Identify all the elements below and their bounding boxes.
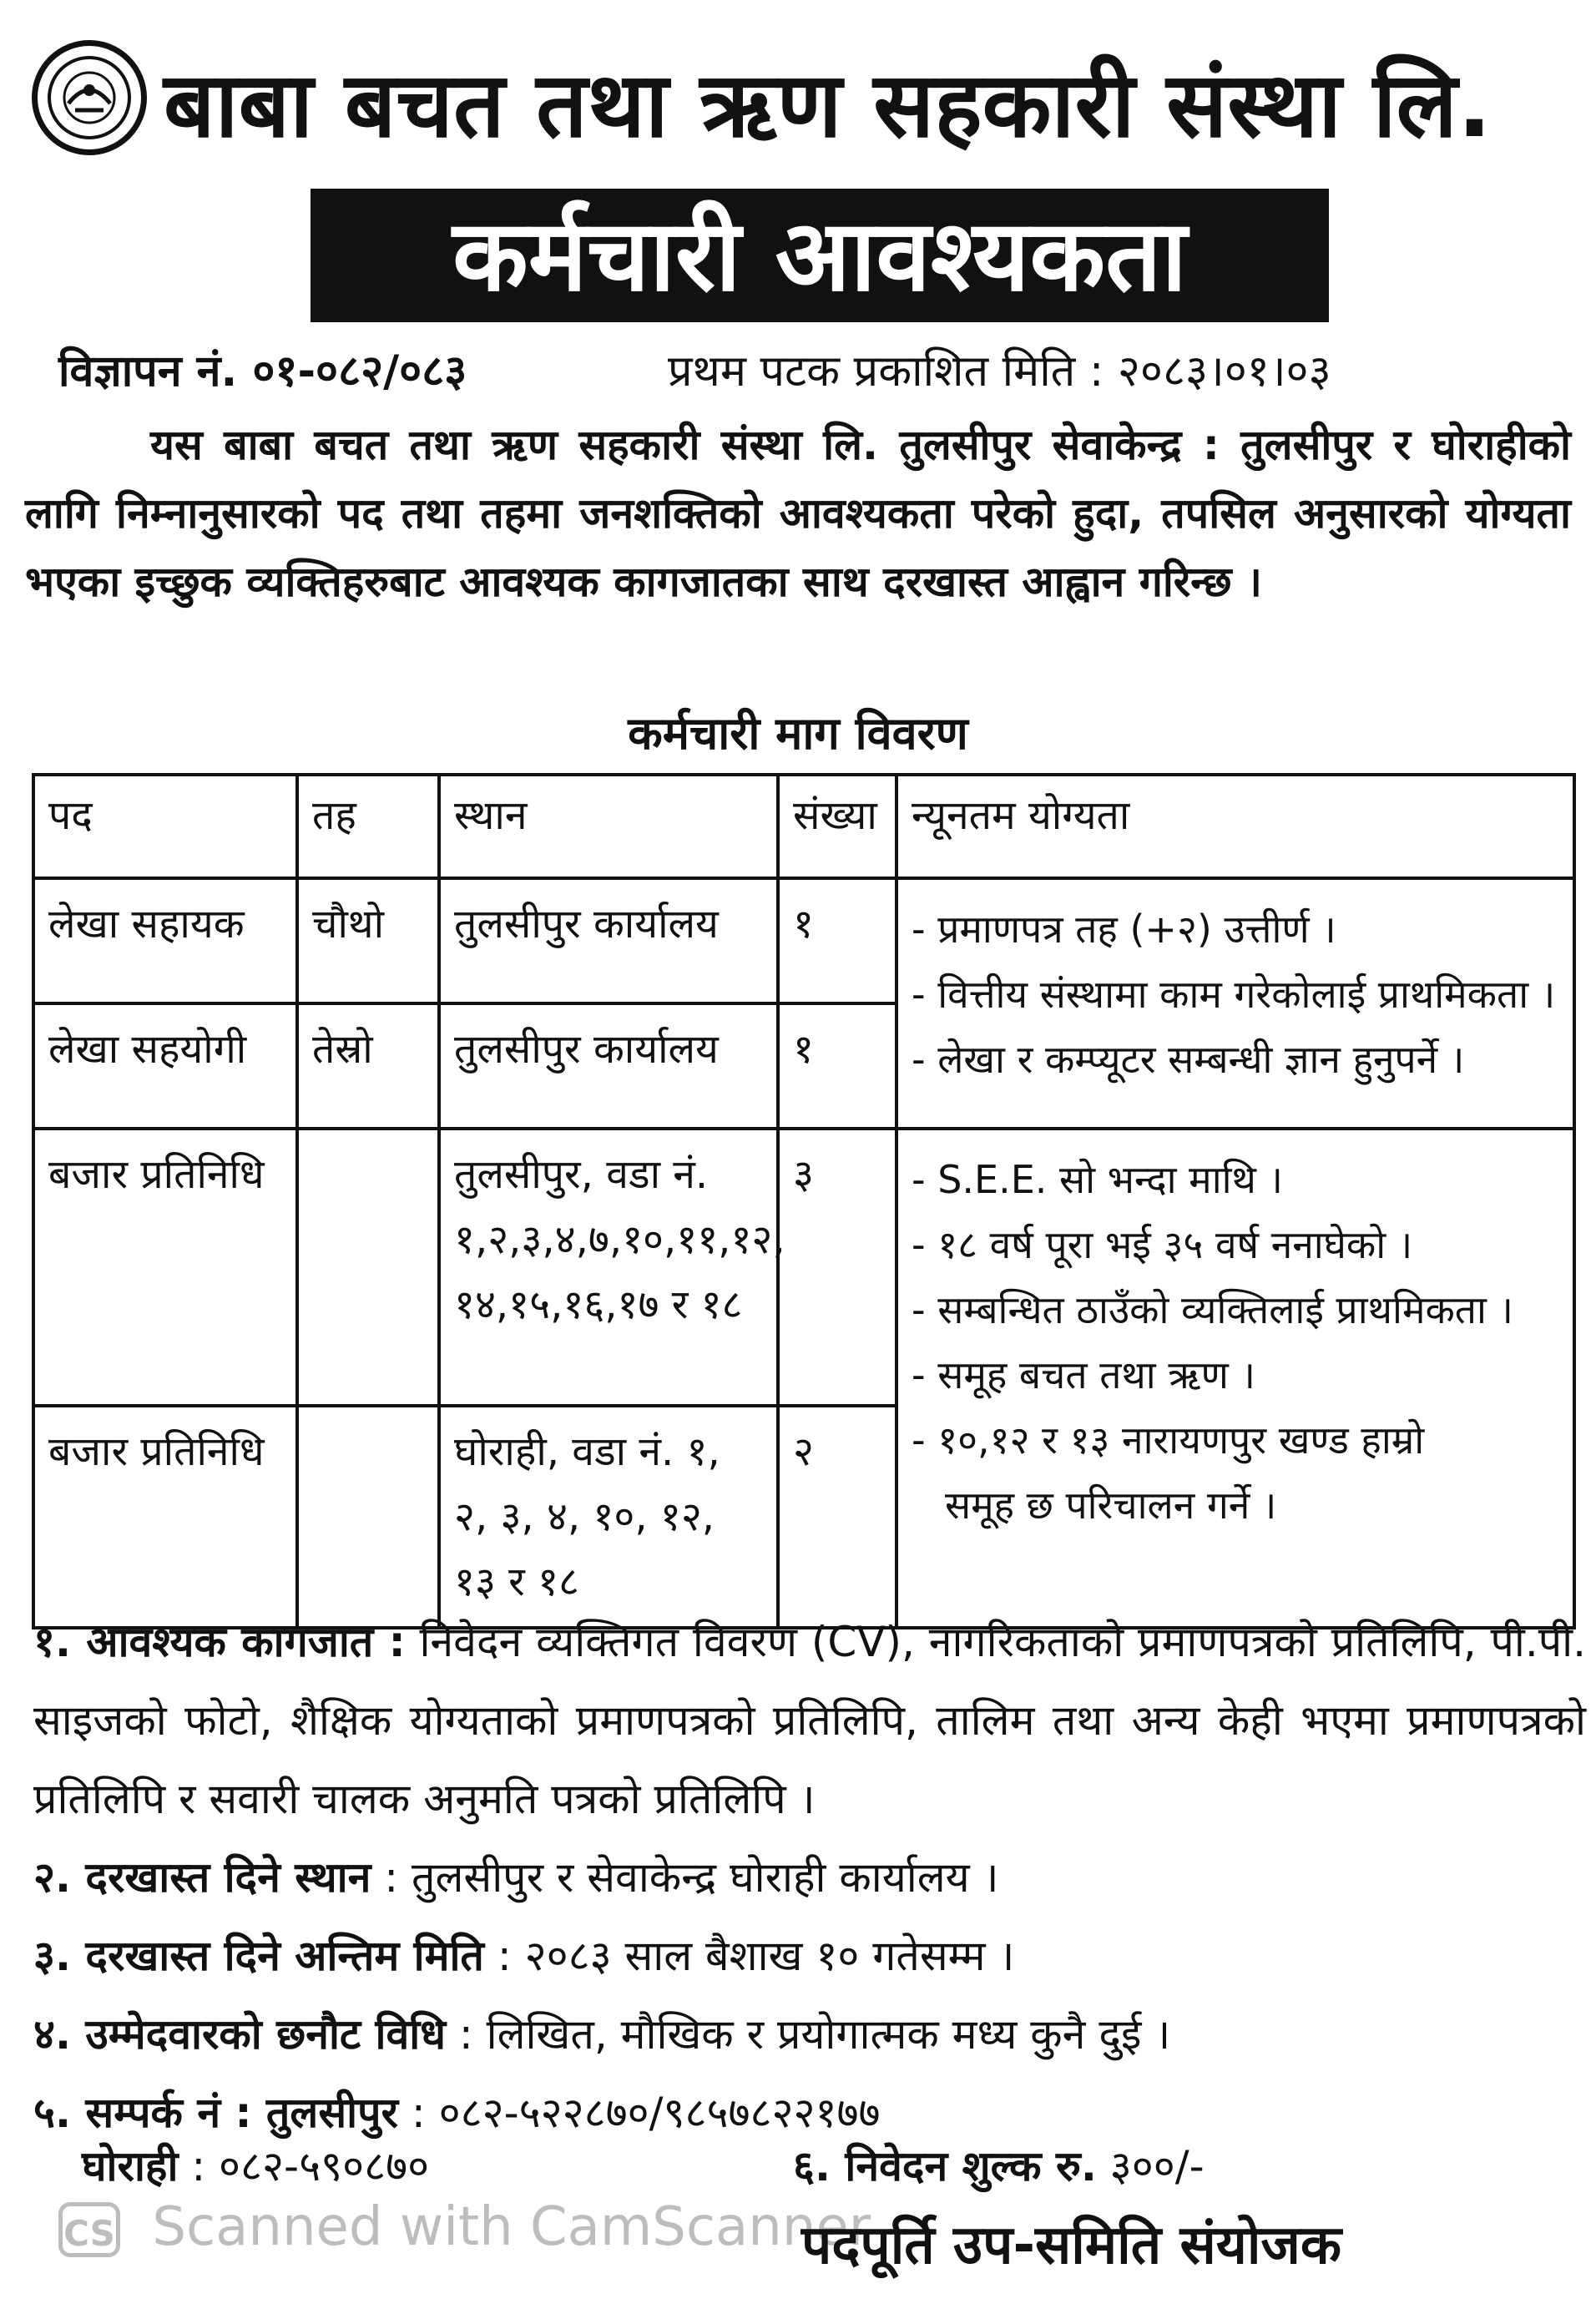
cell-count: ३ bbox=[778, 1129, 896, 1406]
note-text: निवेदन व्यक्तिगत विवरण (CV), नागरिकताको प्रमाणपत्रको प्रतिलिपि, पी.पी. साइजको फोटो, शैक्षिक योग्यताको प्रमाणपत्रको प्रतिलिपि, तालिम तथा अन्य केही भएमा प्रमाणपत्रको प्रतिलिपि र सवारी चालक अनुमति पत्रको प्रतिलिपि । bbox=[33, 1618, 1586, 1823]
cell-level bbox=[297, 1129, 439, 1406]
cell-place: तुलसीपुर कार्यालय bbox=[439, 1003, 778, 1129]
qual-item: समूह छ परिचालन गर्ने । bbox=[945, 1483, 1277, 1528]
camscanner-icon: CS bbox=[58, 2202, 120, 2257]
note-label: २. दरखास्त दिने स्थान bbox=[33, 1853, 371, 1902]
note-documents bbox=[33, 1603, 1586, 1838]
table-row bbox=[33, 1129, 1574, 1406]
table-title: कर्मचारी माग विवरण bbox=[628, 707, 968, 760]
qual-item: - १८ वर्ष पूरा भई ३५ वर्ष ननाघेको । bbox=[912, 1222, 1413, 1267]
cell-level bbox=[297, 1406, 439, 1628]
fee-label: ६. निवेदन शुल्क रु. bbox=[793, 2142, 1097, 2190]
contact-label: घोराही bbox=[82, 2142, 179, 2190]
qual-item: - समूह बचत तथा ऋण । bbox=[912, 1352, 1255, 1397]
emblem-icon bbox=[43, 52, 135, 144]
cell-post: लेखा सहायक bbox=[33, 878, 297, 1003]
cell-place: घोराही, वडा नं. १, २, ३, ४, १०, १२, १३ र १८ bbox=[439, 1406, 778, 1628]
qual-item: - प्रमाणपत्र तह (+२) उत्तीर्ण । bbox=[912, 907, 1336, 952]
qual-item: - १०,१२ र १३ नारायणपुर खण्ड हाम्रो bbox=[912, 1417, 1425, 1463]
cell-place: तुलसीपुर कार्यालय bbox=[439, 878, 778, 1003]
table-header-row bbox=[33, 775, 1574, 878]
vacancy-table bbox=[32, 773, 1576, 1629]
org-logo bbox=[32, 40, 147, 155]
header-place: स्थान bbox=[439, 775, 778, 878]
note-text: : २०८३ साल बैशाख १० गतेसम्म । bbox=[497, 1932, 1015, 1980]
note-label: १. आवश्यक कागजात : bbox=[33, 1618, 406, 1666]
note-label: ५. सम्पर्क नं : तुलसीपुर bbox=[33, 2089, 398, 2137]
cell-level: तेस्रो bbox=[297, 1003, 439, 1129]
qual-item: - S.E.E. सो भन्दा माथि । bbox=[912, 1157, 1283, 1202]
fee-amount: ३००/- bbox=[1109, 2142, 1205, 2190]
cell-level: चौथो bbox=[297, 878, 439, 1003]
note-text: : तुलसीपुर र सेवाकेन्द्र घोराही कार्यालय । bbox=[384, 1853, 999, 1902]
publish-date: प्रथम पटक प्रकाशित मिति : २०८३।०१।०३ bbox=[668, 346, 1331, 397]
header-level: तह bbox=[297, 775, 439, 878]
qual-item: - लेखा र कम्प्यूटर सम्बन्धी ज्ञान हुनुपर्ने । bbox=[912, 1037, 1465, 1082]
qual-item: - वित्तीय संस्थामा काम गरेकोलाई प्राथमिकता । bbox=[912, 972, 1556, 1017]
note-text: : ०८२-५२२८७०/९८५७८२२१७७ bbox=[411, 2089, 881, 2137]
header-qualification: न्यूनतम योग्यता bbox=[896, 775, 1574, 878]
note-selection-method bbox=[33, 1995, 1586, 2074]
note-text: : लिखित, मौखिक र प्रयोगात्मक मध्य कुनै दुई । bbox=[458, 2010, 1171, 2059]
cell-qualification-group2 bbox=[896, 1129, 1574, 1628]
qual-item: - सम्बन्धित ठाउँको व्यक्तिलाई प्राथमिकता । bbox=[912, 1287, 1513, 1332]
cell-post: बजार प्रतिनिधि bbox=[33, 1129, 297, 1406]
intro-paragraph: यस बाबा बचत तथा ऋण सहकारी संस्था लि. तुलसीपुर सेवाकेन्द्र : तुलसीपुर र घोराहीको लागि निम्नानुसारको पद तथा तहमा जनशक्तिको आवश्यकता परेको हुदा, तपसिल अनुसारको योग्यता भएका इच्छुक व्यक्तिहरुबाट आवश्यक कागजातका साथ दरखास्त आह्वान गरिन्छ । bbox=[25, 421, 1571, 606]
header-count: संख्या bbox=[778, 775, 896, 878]
cell-post: लेखा सहयोगी bbox=[33, 1003, 297, 1129]
contact-number: : ०८२-५९०८७० bbox=[191, 2142, 430, 2190]
cell-count: १ bbox=[778, 1003, 896, 1129]
cell-qualification-group1 bbox=[896, 878, 1574, 1129]
table-row bbox=[33, 878, 1574, 1003]
cell-post: बजार प्रतिनिधि bbox=[33, 1406, 297, 1628]
header-post: पद bbox=[33, 775, 297, 878]
org-name: बाबा बचत तथा ऋण सहकारी संस्था लि. bbox=[164, 53, 1492, 158]
scanner-watermark bbox=[58, 2192, 871, 2262]
cell-count: २ bbox=[778, 1406, 896, 1628]
signature-title: पदपूर्ति उप-समिति संयोजक bbox=[801, 2215, 1342, 2276]
cell-count: १ bbox=[778, 878, 896, 1003]
notes-section bbox=[33, 1603, 1586, 2152]
note-apply-place bbox=[33, 1838, 1586, 1917]
cell-place: तुलसीपुर, वडा नं. १,२,३,४,७,१०,११,१२, १४,१५,१६,१७ र १८ bbox=[439, 1129, 778, 1406]
note-deadline bbox=[33, 1917, 1586, 1995]
vacancy-banner: कर्मचारी आवश्यकता bbox=[311, 189, 1329, 322]
note-label: ३. दरखास्त दिने अन्तिम मिति bbox=[33, 1932, 484, 1980]
scanner-text: Scanned with CamScanner bbox=[152, 2196, 871, 2258]
ad-number: विज्ञापन नं. ०१-०८२/०८३ bbox=[58, 346, 467, 397]
note-label: ४. उम्मेदवारको छनौट विधि bbox=[33, 2010, 446, 2059]
